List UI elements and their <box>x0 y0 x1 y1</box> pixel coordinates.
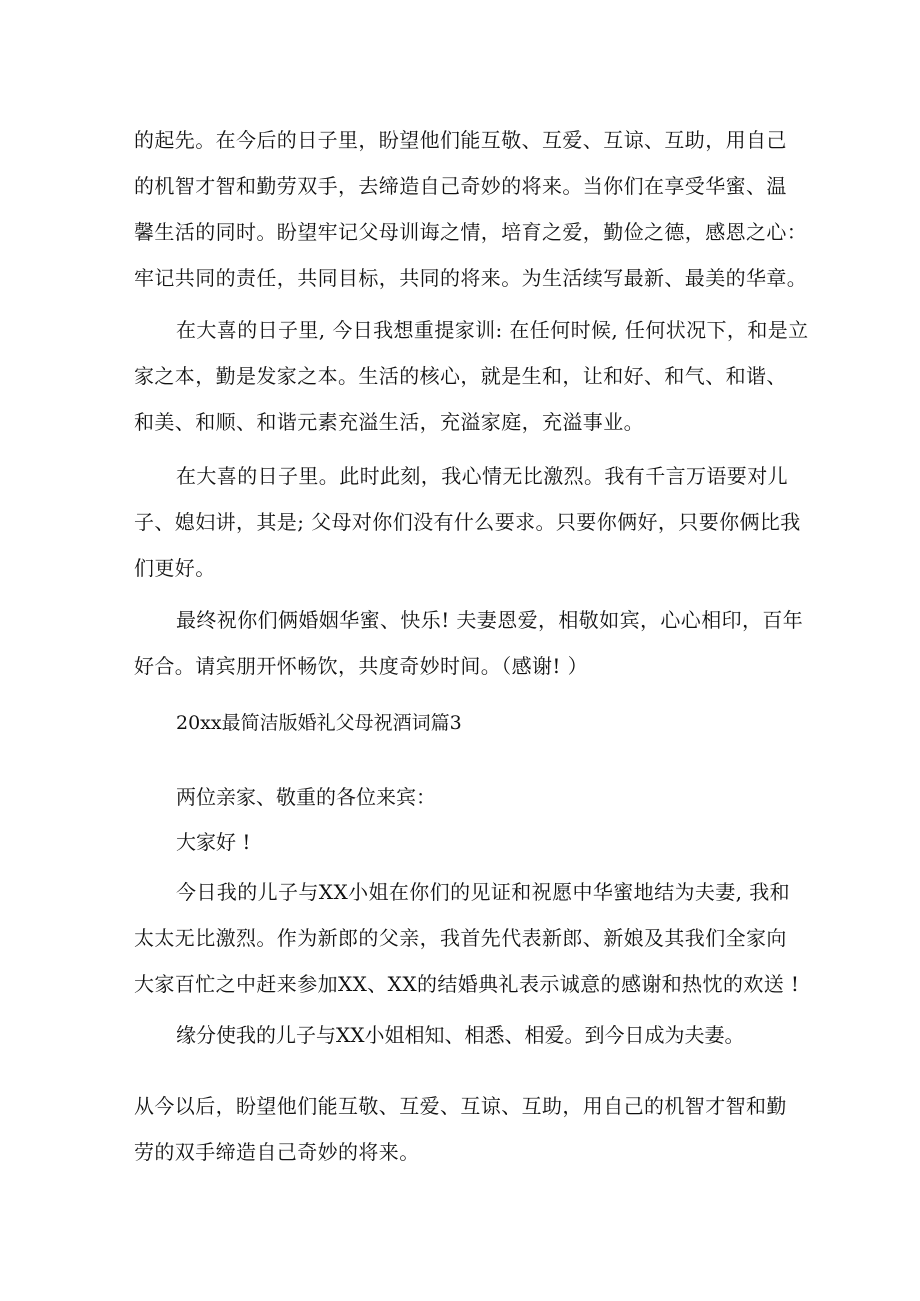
paragraph-2 <box>134 307 809 445</box>
paragraph-line: 在大喜的日子里。此时此刻，我心情无比激烈。我有千言万语要对儿 <box>176 464 788 488</box>
paragraph-line: 家之本，勤是发家之本。生活的核心，就是生和，让和好、和气、和谐、 <box>134 364 787 388</box>
paragraph-5 <box>134 869 800 1007</box>
paragraph-line: 的机智才智和勤劳双手，去缔造自己奇妙的将来。当你们在享受华蜜、温 <box>134 174 787 198</box>
paragraph-line: 大家百忙之中赶来参加XX、XX的结婚典礼表示诚意的感谢和热忱的欢送 ! <box>134 972 800 996</box>
paragraph-line: 们更好。 <box>134 556 216 580</box>
paragraph-6: 缘分使我的儿子与XX小姐相知、相悉、相爱。到今日成为夫妻。 <box>176 1023 745 1047</box>
paragraph-line: 好合。请宾朋开怀畅饮，共度奇妙时间。（感谢! ） <box>134 654 588 678</box>
hello-line: 大家好 ! <box>176 830 251 854</box>
paragraph-7 <box>134 1083 794 1175</box>
section-title: 20xx最简洁版婚礼父母祝酒词篇3 <box>176 712 462 734</box>
paragraph-1 <box>134 117 808 301</box>
paragraph-line: 和美、和顺、和谐元素充溢生活，充溢家庭，充溢事业。 <box>134 410 644 434</box>
greeting-line: 两位亲家、敬重的各位来宾： <box>176 785 436 809</box>
paragraph-line: 太太无比激烈。作为新郎的父亲，我首先代表新郎、新娘及其我们全家向 <box>134 926 787 950</box>
paragraph-line: 今日我的儿子与XX小姐在你们的见证和祝愿中华蜜地结为夫妻, 我和 <box>176 880 790 904</box>
paragraph-line: 劳的双手缔造自己奇妙的将来。 <box>134 1140 420 1164</box>
paragraph-line: 子、媳妇讲，其是; 父母对你们没有什么要求。只要你俩好，只要你俩比我 <box>134 510 801 534</box>
paragraph-line: 馨生活的同时。盼望牢记父母训诲之情，培育之爱，勤俭之德，感恩之心： <box>134 220 808 244</box>
paragraph-line: 牢记共同的责任，共同目标，共同的将来。为生活续写最新、最美的华章。 <box>134 266 808 290</box>
paragraph-line: 从今以后，盼望他们能互敬、互爱、互谅、互助，用自己的机智才智和勤 <box>134 1094 787 1118</box>
paragraph-line: 的起先。在今后的日子里，盼望他们能互敬、互爱、互谅、互助，用自己 <box>134 128 787 152</box>
paragraph-line: 最终祝你们俩婚姻华蜜、快乐! 夫妻恩爱，相敬如宾，心心相印，百年 <box>176 608 804 632</box>
paragraph-line: 在大喜的日子里, 今日我想重提家训: 在任何时候, 任何状况下，和是立 <box>176 318 809 342</box>
paragraph-3 <box>134 453 801 591</box>
paragraph-4 <box>134 597 804 689</box>
